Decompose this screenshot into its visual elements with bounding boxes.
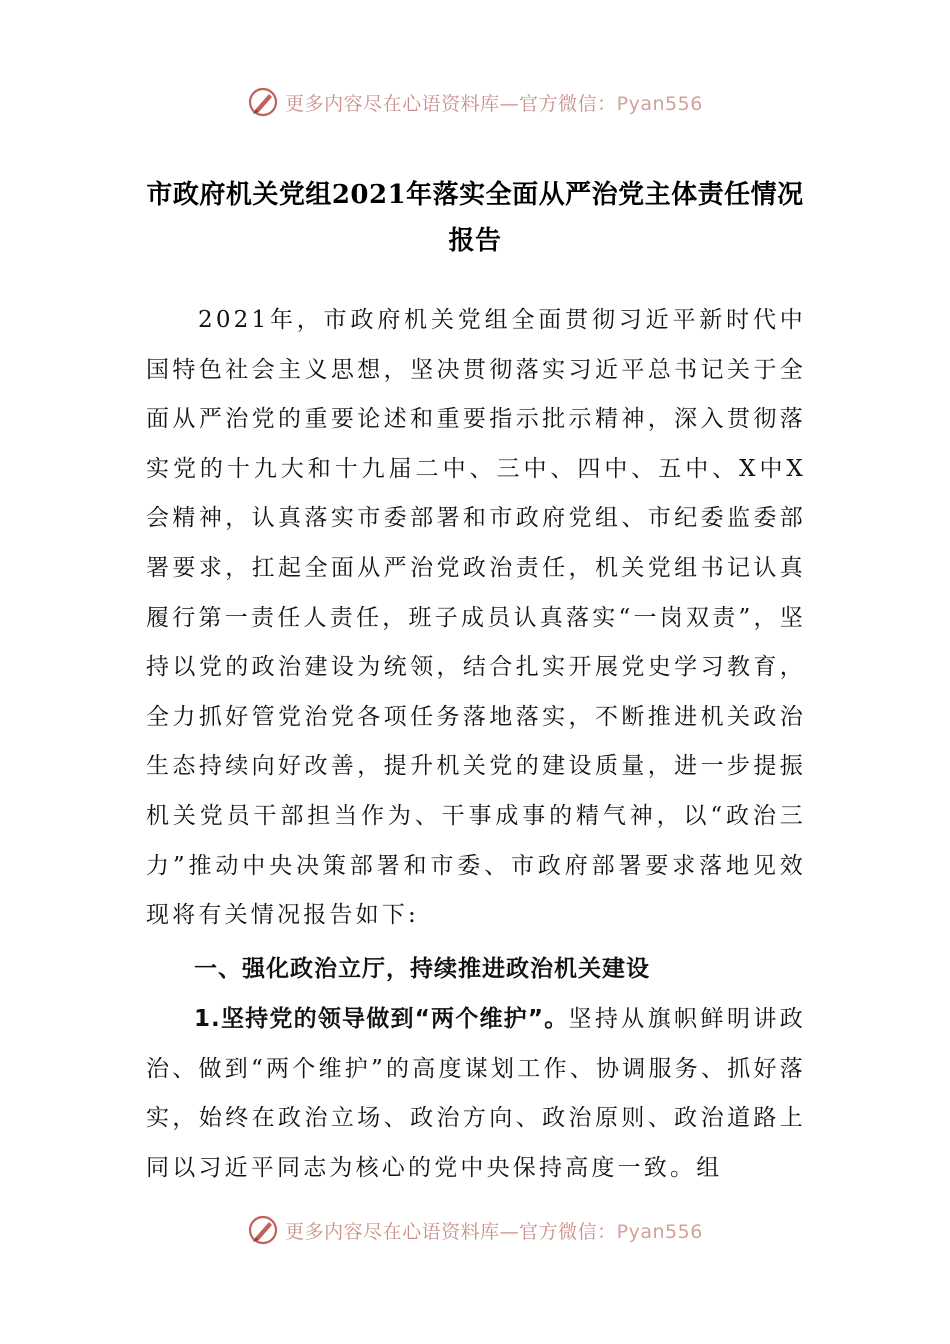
document-title: 市政府机关党组2021年落实全面从严治党主体责任情况报告: [146, 180, 804, 256]
watermark-logo-icon: [247, 86, 279, 118]
item-lead-1: 1.坚持党的领导做到“两个维护”。: [194, 1006, 569, 1032]
section-heading-1: 一、强化政治立厅，持续推进政治机关建设: [194, 956, 650, 982]
item-paragraph-1: [146, 995, 806, 1193]
watermark-logo-icon: [247, 1214, 279, 1246]
watermark-bottom: [0, 1210, 950, 1250]
watermark-text: 更多内容尽在心语资料库—官方微信：Pyan556: [285, 92, 703, 115]
item-text-1: 坚持从旗帜鲜明讲政治、做到“两个维护”的高度谋划工作、协调服务、抓好落实，始终在政治立场、政治方向、政治原则、政治道路上同以习近平同志为核心的党中央保持高度一致。组: [146, 1006, 806, 1181]
watermark-top: [0, 82, 950, 122]
watermark-text: 更多内容尽在心语资料库—官方微信：Pyan556: [285, 1220, 703, 1243]
intro-paragraph: 2021年，市政府机关党组全面贯彻习近平新时代中国特色社会主义思想，坚决贯彻落实习近平总书记关于全面从严治党的重要论述和重要指示批示精神，深入贯彻落实党的十九大和十九届二中、三中、四中、五中、X中X会精神，认真落实市委部署和市政府党组、市纪委监委部署要求，扛起全面从严治党政治责任，机关党组书记认真履行第一责任人责任，班子成员认真落实“一岗双责”，坚持以党的政治建设为统领，结合扎实开展党史学习教育，全力抓好管党治党各项任务落地落实，不断推进机关政治生态持续向好改善，提升机关党的建设质量，进一步提振机关党员干部担当作为、干事成事的精气神，以“政治三力”推动中央决策部署和市委、市政府部署要求落地见效现将有关情况报告如下:: [146, 307, 806, 929]
